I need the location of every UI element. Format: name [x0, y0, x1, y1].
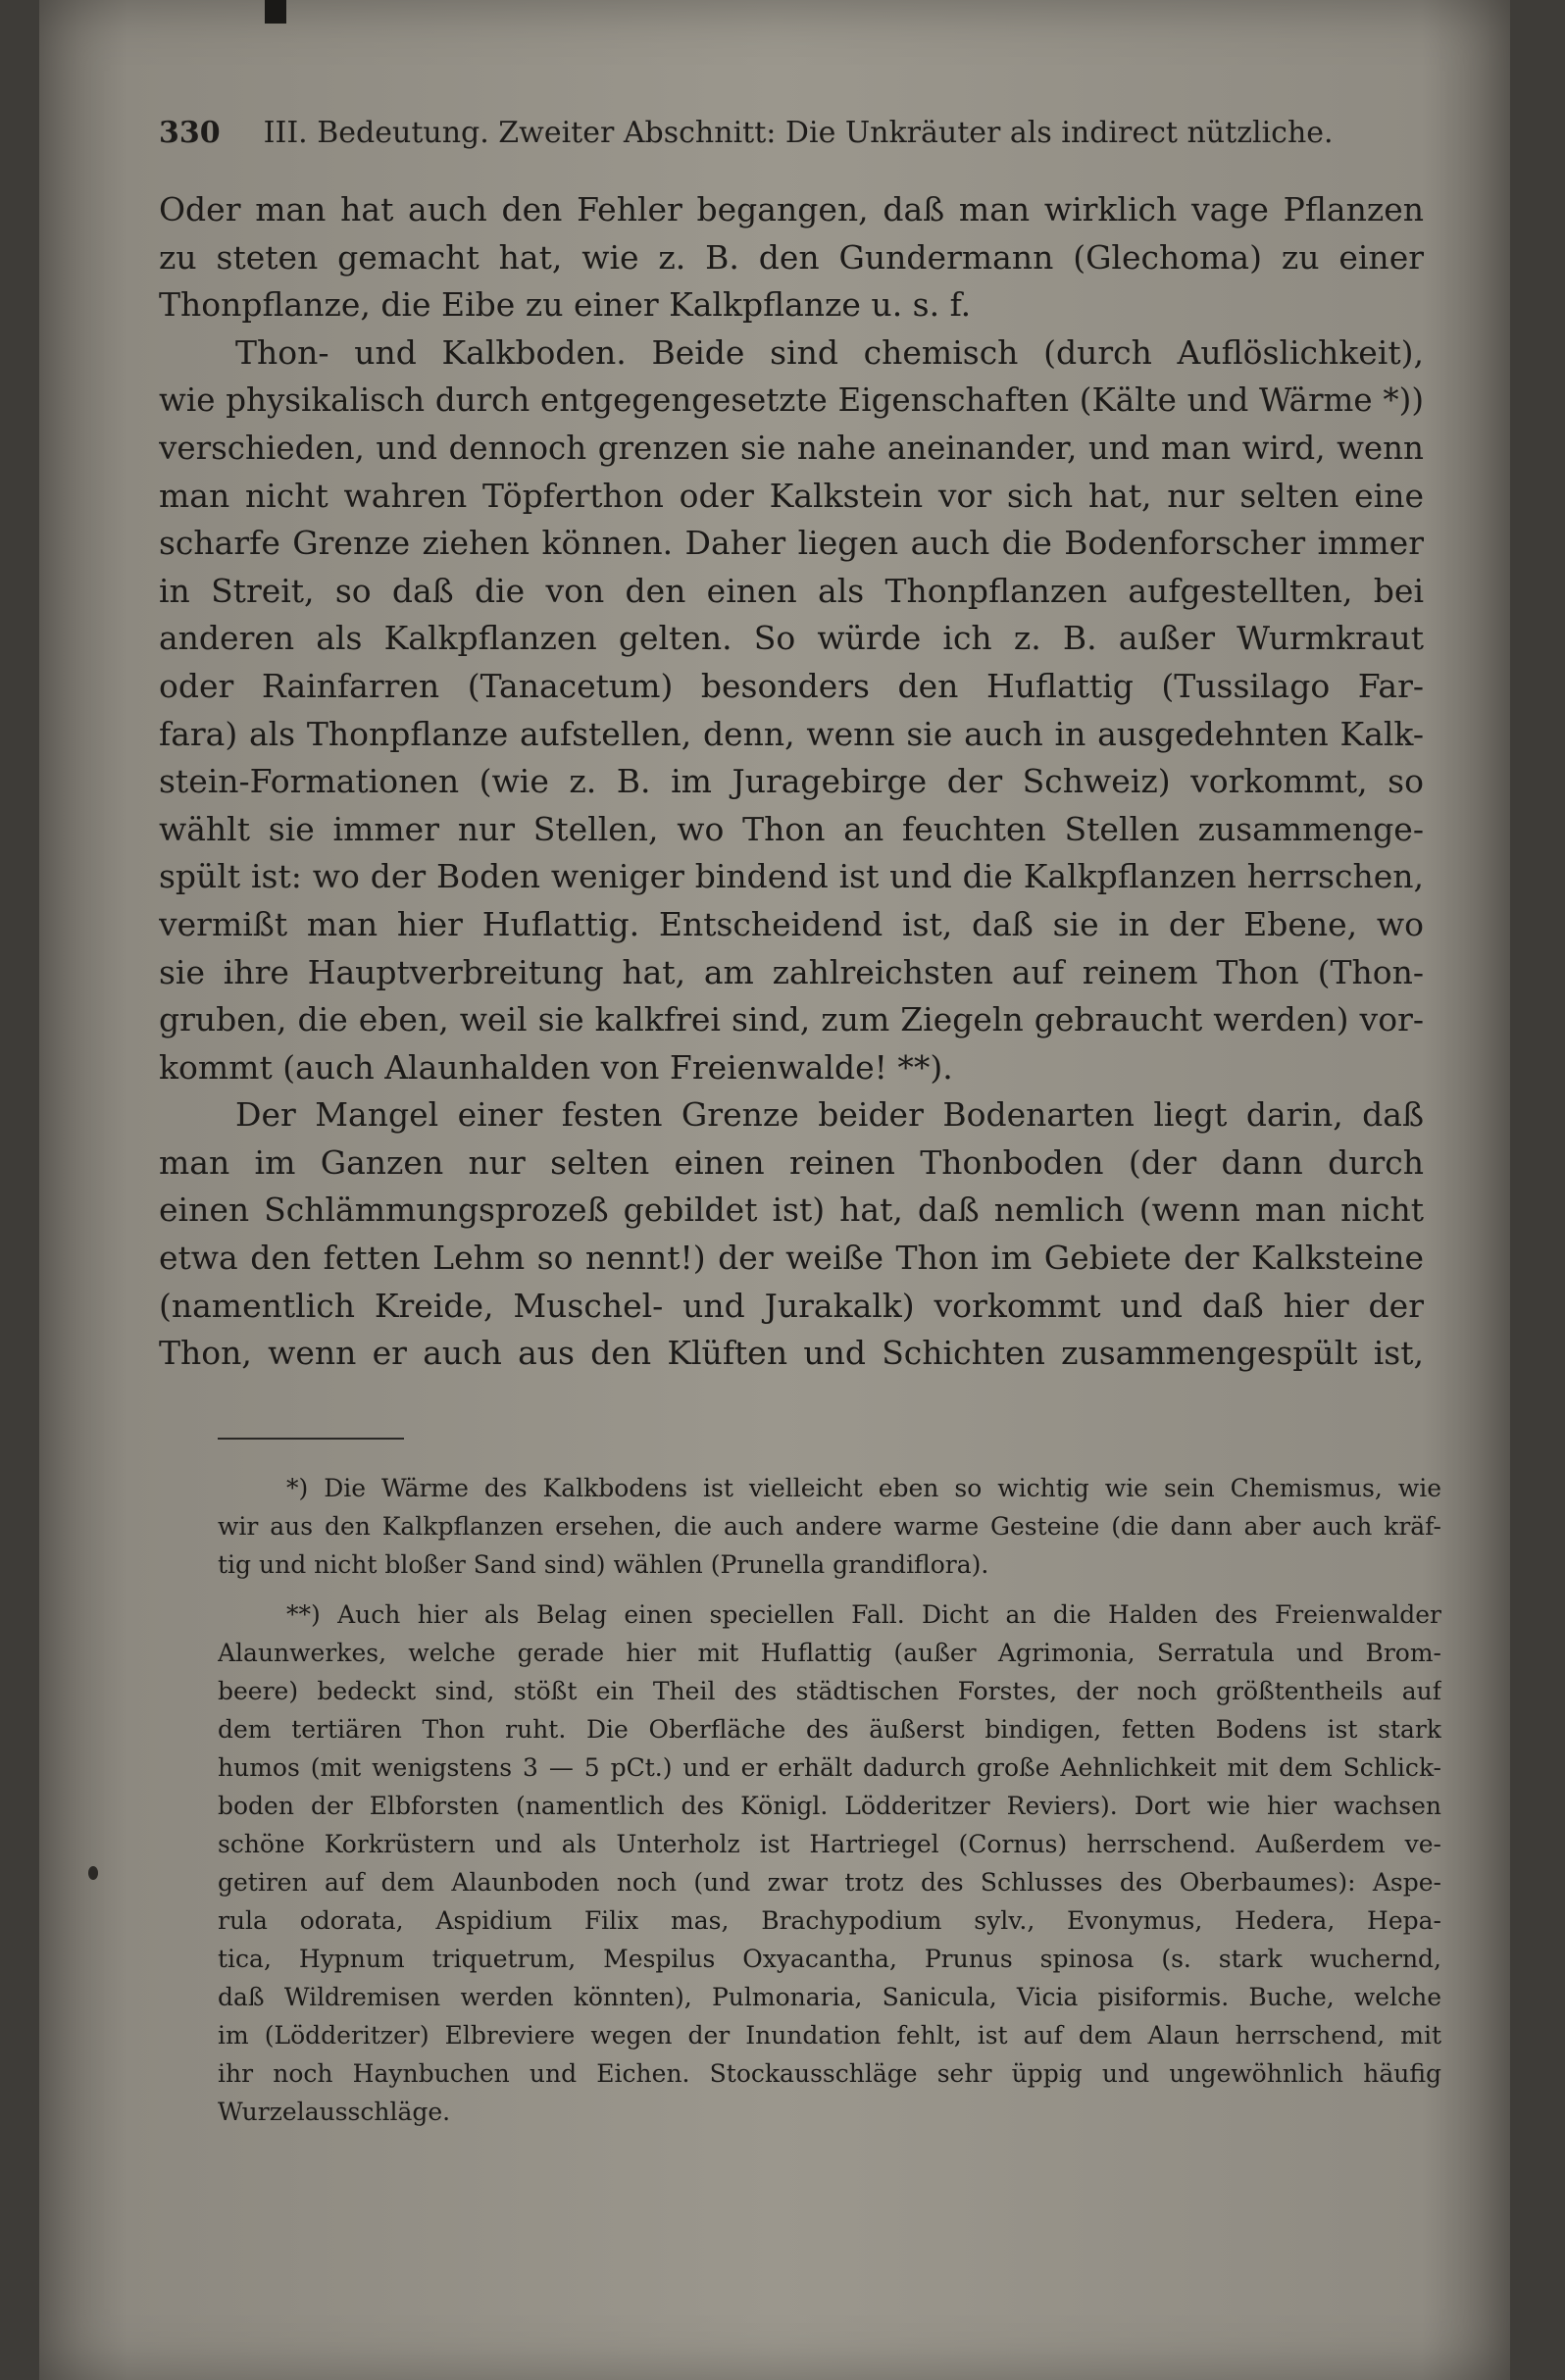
footnotes	[218, 1469, 1441, 2131]
text-line: man im Ganzen nur selten einen reinen Thonboden (der dann durch	[159, 1142, 1424, 1182]
text-line: gruben, die eben, weil sie kalkfrei sind, zum Ziegeln gebraucht werden) vor-	[159, 1000, 1424, 1039]
text-line: stein-Formationen (wie z. B. im Juragebirge der Schweiz) vorkommt, so	[159, 762, 1424, 801]
text-line: spült ist: wo der Boden weniger bindend ist und die Kalkpflanzen herrschen,	[159, 857, 1424, 896]
text-line: verschieden, und dennoch grenzen sie nahe aneinander, und man wird, wenn	[159, 429, 1424, 467]
page-number: 330	[159, 116, 221, 150]
footnote-line: Alaunwerkes, welche gerade hier mit Huflattig (außer Agrimonia, Serratula und Brom-	[218, 1639, 1441, 1667]
text-line: man nicht wahren Töpferthon oder Kalkstein vor sich hat, nur selten eine	[159, 476, 1424, 515]
text-line: wählt sie immer nur Stellen, wo Thon an feuchten Stellen zusammenge-	[159, 809, 1424, 848]
footnote-line: tica, Hypnum triquetrum, Mespilus Oxyacantha, Prunus spinosa (s. stark wuchernd,	[218, 1945, 1441, 1973]
text-line: fara) als Thonpflanze aufstellen, denn, wenn sie auch in ausgedehnten Kalk-	[159, 714, 1424, 753]
footnote-line: wir aus den Kalkpflanzen ersehen, die auch andere warme Gesteine (die dann aber auch kräf-	[218, 1512, 1441, 1541]
text-line: Der Mangel einer festen Grenze beider Bodenarten liegt darin, daß	[235, 1095, 1424, 1135]
ink-spot	[88, 1866, 98, 1880]
footnote-line: daß Wildremisen werden könnten), Pulmonaria, Sanicula, Vicia pisiformis. Buche, welche	[218, 1983, 1441, 2011]
text-line: Oder man hat auch den Fehler begangen, daß man wirklich vage Pflanzen	[159, 190, 1424, 228]
running-title: III. Bedeutung. Zweiter Abschnitt: Die Unkräuter als indirect nützliche.	[263, 116, 1334, 150]
text-line: Thon- und Kalkboden. Beide sind chemisch (durch Auflöslichkeit),	[235, 332, 1424, 372]
footnote-line: beere) bedeckt sind, stößt ein Theil des städtischen Forstes, der noch größtentheils auf	[218, 1677, 1441, 1705]
text-line: Thon, wenn er auch aus den Klüften und Schichten zusammengespült ist,	[159, 1334, 1424, 1373]
text-line: kommt (auch Alaunhalden von Freienwalde! **).	[159, 1047, 953, 1087]
ink-mark	[265, 0, 286, 24]
footnote-line: humos (mit wenigstens 3 — 5 pCt.) und er erhält dadurch große Aehnlichkeit mit dem Schlick-	[218, 1753, 1441, 1782]
footnote-line: rula odorata, Aspidium Filix mas, Brachypodium sylv., Evonymus, Hedera, Hepa-	[218, 1906, 1441, 1935]
text-line: Thonpflanze, die Eibe zu einer Kalkpflanze u. s. f.	[159, 285, 972, 325]
text-line: (namentlich Kreide, Muschel- und Jurakalk) vorkommt und daß hier der	[159, 1286, 1424, 1325]
text-line: zu steten gemacht hat, wie z. B. den Gundermann (Glechoma) zu einer	[159, 237, 1424, 277]
text-line: wie physikalisch durch entgegengesetzte Eigenschaften (Kälte und Wärme *))	[159, 381, 1424, 420]
text-line: oder Rainfarren (Tanacetum) besonders den Huflattig (Tussilago Far-	[159, 666, 1424, 705]
footnote-line: tig und nicht bloßer Sand sind) wählen (Prunella grandiflora).	[218, 1550, 989, 1579]
body-text	[159, 186, 1424, 1378]
text-line: scharfe Grenze ziehen können. Daher liegen auch die Bodenforscher immer	[159, 524, 1424, 563]
text-line: vermißt man hier Huflattig. Entscheidend ist, daß sie in der Ebene, wo	[159, 904, 1424, 943]
text-line: einen Schlämmungsprozeß gebildet ist) hat, daß nemlich (wenn man nicht	[159, 1190, 1424, 1230]
running-header	[159, 116, 1334, 150]
text-line: in Streit, so daß die von den einen als Thonpflanzen aufgestellten, bei	[159, 571, 1424, 610]
footnote-line: dem tertiären Thon ruht. Die Oberfläche des äußerst bindigen, fetten Bodens ist stark	[218, 1715, 1441, 1744]
footnote-line: schöne Korkrüstern und als Unterholz ist Hartriegel (Cornus) herrschend. Außerdem ve-	[218, 1830, 1441, 1858]
footnote-line: **) Auch hier als Belag einen speciellen Fall. Dicht an die Halden des Freienwalder	[286, 1600, 1441, 1629]
footnote-line: im (Lödderitzer) Elbreviere wegen der Inundation fehlt, ist auf dem Alaun herrschend, mit	[218, 2021, 1441, 2050]
text-line: anderen als Kalkpflanzen gelten. So würde ich z. B. außer Wurmkraut	[159, 619, 1424, 658]
footnote-line: ihr noch Haynbuchen und Eichen. Stockausschläge sehr üppig und ungewöhnlich häufig	[218, 2059, 1441, 2088]
footnote-divider	[218, 1438, 404, 1440]
text-line: sie ihre Hauptverbreitung hat, am zahlreichsten auf reinem Thon (Thon-	[159, 952, 1424, 991]
footnote-line: *) Die Wärme des Kalkbodens ist vielleicht eben so wichtig wie sein Chemismus, wie	[286, 1474, 1441, 1502]
footnote-line: getiren auf dem Alaunboden noch (und zwar trotz des Schlusses des Oberbaumes): Aspe-	[218, 1868, 1441, 1897]
text-line: etwa den fetten Lehm so nennt!) der weiße Thon im Gebiete der Kalksteine	[159, 1239, 1424, 1278]
footnote-line: Wurzelausschläge.	[218, 2098, 451, 2126]
footnote-line: boden der Elbforsten (namentlich des Königl. Lödderitzer Reviers). Dort wie hier wachsen	[218, 1792, 1441, 1820]
